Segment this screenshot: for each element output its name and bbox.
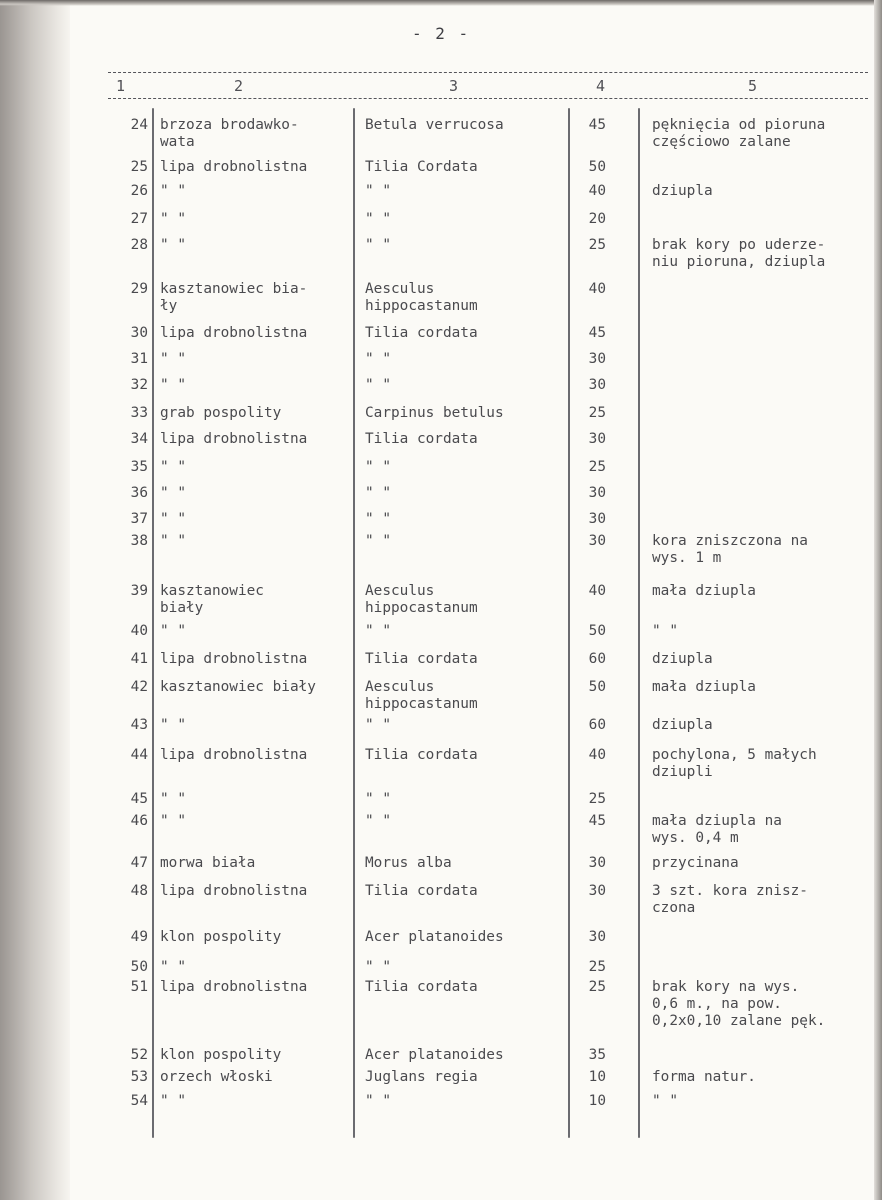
cell-name-lat: Acer platanoides xyxy=(365,929,504,945)
cell-girth: 10 xyxy=(588,1093,606,1109)
column-header-4: 4 xyxy=(596,77,606,95)
cell-notes: wys. 1 m xyxy=(652,550,722,566)
cell-name-pl: " " xyxy=(160,1093,186,1109)
cell-no: 30 xyxy=(130,325,148,341)
cell-name-lat: Tilia Cordata xyxy=(365,159,478,175)
column-separator xyxy=(638,108,640,1138)
cell-name-pl: lipa drobnolistna xyxy=(160,651,308,667)
cell-no: 35 xyxy=(130,459,148,475)
cell-name-lat: Betula verrucosa xyxy=(365,117,504,133)
cell-girth: 25 xyxy=(588,459,606,475)
column-header-5: 5 xyxy=(748,77,758,95)
column-separator xyxy=(353,108,355,1138)
cell-name-lat: Tilia cordata xyxy=(365,651,478,667)
cell-notes: 3 szt. kora znisz- xyxy=(652,883,808,899)
cell-no: 38 xyxy=(130,533,148,549)
cell-name-lat: hippocastanum xyxy=(365,696,478,712)
cell-name-pl: " " xyxy=(160,717,186,733)
cell-name-lat: " " xyxy=(365,959,391,975)
cell-girth: 45 xyxy=(588,813,606,829)
cell-notes: pęknięcia od pioruna xyxy=(652,117,826,133)
cell-girth: 40 xyxy=(588,183,606,199)
cell-no: 49 xyxy=(130,929,148,945)
cell-name-lat: Tilia cordata xyxy=(365,747,478,763)
cell-girth: 40 xyxy=(588,281,606,297)
cell-name-lat: " " xyxy=(365,813,391,829)
cell-name-pl: lipa drobnolistna xyxy=(160,159,308,175)
cell-notes: czona xyxy=(652,900,696,916)
cell-name-lat: Juglans regia xyxy=(365,1069,478,1085)
cell-girth: 25 xyxy=(588,959,606,975)
page-number: - 2 - xyxy=(412,24,471,43)
cell-name-pl: lipa drobnolistna xyxy=(160,747,308,763)
cell-name-pl: klon pospolity xyxy=(160,929,282,945)
cell-no: 53 xyxy=(130,1069,148,1085)
cell-name-pl: lipa drobnolistna xyxy=(160,325,308,341)
cell-name-lat: Acer platanoides xyxy=(365,1047,504,1063)
column-header-1: 1 xyxy=(116,77,126,95)
cell-girth: 35 xyxy=(588,1047,606,1063)
cell-name-pl: klon pospolity xyxy=(160,1047,282,1063)
cell-name-lat: Tilia cordata xyxy=(365,431,478,447)
cell-name-pl: kasztanowiec biały xyxy=(160,679,316,695)
cell-name-pl: orzech włoski xyxy=(160,1069,273,1085)
column-separator xyxy=(568,108,570,1138)
page-right-edge xyxy=(874,0,882,1200)
cell-name-pl: biały xyxy=(160,600,204,616)
cell-name-pl: " " xyxy=(160,211,186,227)
cell-no: 32 xyxy=(130,377,148,393)
page-left-edge xyxy=(0,0,70,1200)
cell-name-lat: " " xyxy=(365,623,391,639)
cell-name-pl: ły xyxy=(160,298,178,314)
cell-no: 29 xyxy=(130,281,148,297)
cell-no: 43 xyxy=(130,717,148,733)
cell-notes: forma natur. xyxy=(652,1069,756,1085)
cell-girth: 45 xyxy=(588,117,606,133)
cell-no: 33 xyxy=(130,405,148,421)
cell-no: 51 xyxy=(130,979,148,995)
cell-girth: 30 xyxy=(588,929,606,945)
cell-girth: 40 xyxy=(588,583,606,599)
cell-name-pl: kasztanowiec xyxy=(160,583,264,599)
cell-name-pl: " " xyxy=(160,485,186,501)
cell-girth: 30 xyxy=(588,377,606,393)
cell-name-pl: " " xyxy=(160,511,186,527)
cell-name-lat: Tilia cordata xyxy=(365,883,478,899)
column-separator xyxy=(152,108,154,1138)
cell-name-lat: Tilia cordata xyxy=(365,979,478,995)
cell-name-pl: kasztanowiec bia- xyxy=(160,281,308,297)
cell-name-pl: " " xyxy=(160,459,186,475)
cell-girth: 30 xyxy=(588,351,606,367)
cell-girth: 25 xyxy=(588,237,606,253)
cell-notes: niu pioruna, dziupla xyxy=(652,254,826,270)
cell-no: 48 xyxy=(130,883,148,899)
cell-no: 45 xyxy=(130,791,148,807)
cell-name-lat: Aesculus xyxy=(365,583,435,599)
cell-no: 34 xyxy=(130,431,148,447)
cell-girth: 60 xyxy=(588,651,606,667)
cell-name-pl: " " xyxy=(160,813,186,829)
cell-notes: mała dziupla xyxy=(652,679,756,695)
cell-name-lat: " " xyxy=(365,183,391,199)
cell-name-pl: " " xyxy=(160,623,186,639)
cell-girth: 50 xyxy=(588,623,606,639)
cell-name-pl: lipa drobnolistna xyxy=(160,979,308,995)
cell-girth: 30 xyxy=(588,883,606,899)
cell-name-lat: hippocastanum xyxy=(365,298,478,314)
cell-girth: 60 xyxy=(588,717,606,733)
cell-name-pl: " " xyxy=(160,791,186,807)
cell-name-lat: Carpinus betulus xyxy=(365,405,504,421)
cell-girth: 45 xyxy=(588,325,606,341)
cell-name-lat: " " xyxy=(365,485,391,501)
cell-name-lat: " " xyxy=(365,237,391,253)
cell-notes: 0,2x0,10 zalane pęk. xyxy=(652,1013,826,1029)
cell-no: 41 xyxy=(130,651,148,667)
cell-notes: dziupla xyxy=(652,183,713,199)
header-top-rule xyxy=(108,72,868,73)
cell-girth: 25 xyxy=(588,405,606,421)
cell-name-pl: " " xyxy=(160,351,186,367)
cell-no: 24 xyxy=(130,117,148,133)
cell-no: 47 xyxy=(130,855,148,871)
cell-no: 54 xyxy=(130,1093,148,1109)
cell-no: 27 xyxy=(130,211,148,227)
cell-name-lat: Aesculus xyxy=(365,679,435,695)
cell-no: 46 xyxy=(130,813,148,829)
cell-name-pl: brzoza brodawko- xyxy=(160,117,299,133)
cell-girth: 25 xyxy=(588,791,606,807)
cell-notes: brak kory po uderze- xyxy=(652,237,826,253)
cell-no: 52 xyxy=(130,1047,148,1063)
column-header-3: 3 xyxy=(449,77,459,95)
cell-no: 42 xyxy=(130,679,148,695)
cell-no: 39 xyxy=(130,583,148,599)
cell-name-pl: morwa biała xyxy=(160,855,256,871)
cell-girth: 25 xyxy=(588,979,606,995)
cell-name-lat: " " xyxy=(365,211,391,227)
cell-notes: przycinana xyxy=(652,855,739,871)
cell-girth: 10 xyxy=(588,1069,606,1085)
cell-notes: mała dziupla na xyxy=(652,813,782,829)
cell-girth: 30 xyxy=(588,485,606,501)
cell-name-pl: " " xyxy=(160,533,186,549)
cell-notes: kora zniszczona na xyxy=(652,533,808,549)
cell-name-lat: " " xyxy=(365,533,391,549)
cell-name-lat: Tilia cordata xyxy=(365,325,478,341)
cell-girth: 30 xyxy=(588,511,606,527)
cell-name-pl: wata xyxy=(160,134,195,150)
cell-notes: mała dziupla xyxy=(652,583,756,599)
cell-name-lat: " " xyxy=(365,1093,391,1109)
cell-name-lat: " " xyxy=(365,791,391,807)
cell-name-pl: lipa drobnolistna xyxy=(160,883,308,899)
cell-name-lat: hippocastanum xyxy=(365,600,478,616)
cell-girth: 50 xyxy=(588,159,606,175)
cell-notes: wys. 0,4 m xyxy=(652,830,739,846)
cell-name-pl: " " xyxy=(160,377,186,393)
cell-name-pl: " " xyxy=(160,183,186,199)
cell-name-lat: Aesculus xyxy=(365,281,435,297)
cell-name-lat: " " xyxy=(365,351,391,367)
cell-no: 26 xyxy=(130,183,148,199)
cell-notes: częściowo zalane xyxy=(652,134,791,150)
cell-girth: 40 xyxy=(588,747,606,763)
cell-notes: pochylona, 5 małych xyxy=(652,747,817,763)
header-bottom-rule xyxy=(108,98,868,99)
cell-no: 28 xyxy=(130,237,148,253)
cell-notes: dziupli xyxy=(652,764,713,780)
cell-name-lat: " " xyxy=(365,459,391,475)
cell-no: 31 xyxy=(130,351,148,367)
cell-name-pl: " " xyxy=(160,959,186,975)
cell-name-lat: Morus alba xyxy=(365,855,452,871)
cell-notes: dziupla xyxy=(652,651,713,667)
cell-girth: 30 xyxy=(588,855,606,871)
page-top-edge xyxy=(0,0,882,6)
cell-name-pl: " " xyxy=(160,237,186,253)
cell-notes: brak kory na wys. xyxy=(652,979,800,995)
cell-name-lat: " " xyxy=(365,717,391,733)
cell-no: 25 xyxy=(130,159,148,175)
cell-notes: " " xyxy=(652,1093,678,1109)
cell-name-pl: lipa drobnolistna xyxy=(160,431,308,447)
cell-no: 37 xyxy=(130,511,148,527)
cell-no: 50 xyxy=(130,959,148,975)
column-header-2: 2 xyxy=(234,77,244,95)
cell-girth: 30 xyxy=(588,431,606,447)
cell-no: 40 xyxy=(130,623,148,639)
cell-name-pl: grab pospolity xyxy=(160,405,282,421)
cell-notes: dziupla xyxy=(652,717,713,733)
cell-no: 36 xyxy=(130,485,148,501)
cell-girth: 20 xyxy=(588,211,606,227)
cell-girth: 30 xyxy=(588,533,606,549)
cell-girth: 50 xyxy=(588,679,606,695)
cell-name-lat: " " xyxy=(365,377,391,393)
cell-notes: " " xyxy=(652,623,678,639)
cell-notes: 0,6 m., na pow. xyxy=(652,996,782,1012)
cell-name-lat: " " xyxy=(365,511,391,527)
cell-no: 44 xyxy=(130,747,148,763)
